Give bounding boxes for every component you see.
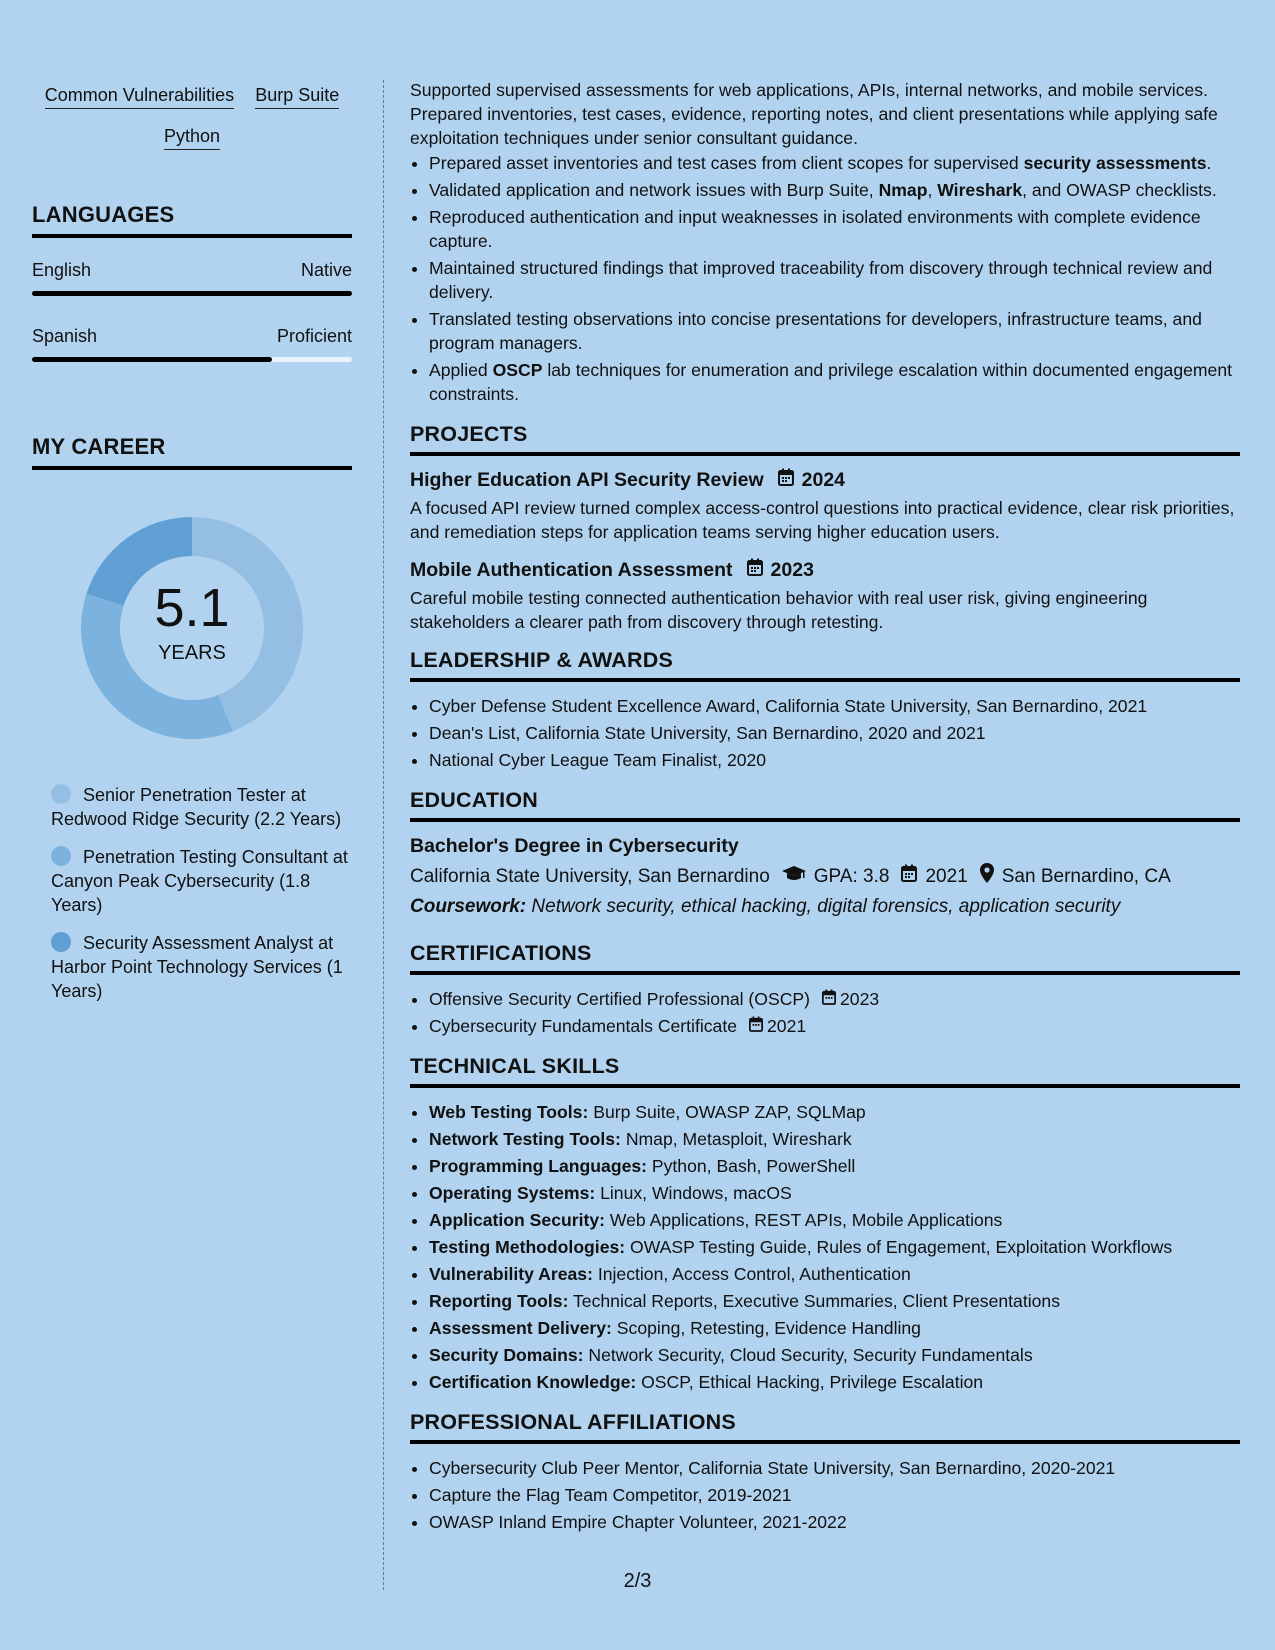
education-section [410,788,1240,919]
gpa: GPA: 3.8 [813,865,890,887]
skill-values: Injection, Access Control, Authentication [597,1264,911,1284]
skill-category: Assessment Delivery: [429,1318,612,1338]
certifications-section [410,941,1240,1038]
bullet-text: Translated testing observations into concise presentations for developers, infrastructure teams, and program managers. [429,309,1202,353]
certification-item [429,1014,1240,1038]
skill-values: Python, Bash, PowerShell [651,1156,856,1176]
bullet-emphasis: Wireshark [937,180,1023,200]
career-legend-label: Penetration Testing Consultant at Canyon Peak Cybersecurity (1.8 Years) [51,847,348,915]
project-description: Careful mobile testing connected authentication behavior with real user risk, giving engineering stakeholders a clearer path from discovery through retesting. [410,588,1148,632]
certification-name: Offensive Security Certified Professional (OSCP) [429,989,811,1009]
certification-item [429,987,1240,1011]
project-description: A focused API review turned complex access-control questions into practical evidence, clear risk priorities, and remediation steps for application teams serving higher education users. [410,498,1235,542]
experience-bullet [429,205,1240,253]
skill-chip: Burp Suite [255,84,339,109]
experience-bullet [429,307,1240,355]
left-column [32,78,352,1017]
project-title: Mobile Authentication Assessment [410,559,733,581]
skill-category: Web Testing Tools: [429,1102,589,1122]
skill-category: Security Domains: [429,1345,584,1365]
right-column [410,78,1240,1537]
skill-values: Linux, Windows, macOS [600,1183,792,1203]
skill-category: Reporting Tools: [429,1291,569,1311]
certifications-list [410,987,1240,1038]
project-title: Higher Education API Security Review [410,469,764,491]
leadership-item: • Cyber Defense Student Excellence Award, California State University, San Bernardino, 2021 [429,694,1240,718]
leadership-list [410,694,1240,772]
leadership-section [410,648,1240,772]
bullet-text: , [927,180,938,200]
experience-bullet [429,358,1240,406]
career-legend-item [51,845,352,917]
language-item [32,260,352,296]
career-legend-label: Senior Penetration Tester at Redwood Ridge Security (2.2 Years) [51,785,342,829]
projects-heading: PROJECTS [410,422,1240,456]
career-legend-item [51,783,352,831]
career-donut-chart [72,508,312,748]
bullet-text: . [1206,153,1212,173]
certification-name: Cybersecurity Fundamentals Certificate [429,1016,738,1036]
coursework-list: Network security, ethical hacking, digital forensics, application security [531,896,1121,917]
skill-category: Operating Systems: [429,1183,596,1203]
calendar-icon [901,864,917,889]
legend-dot [51,846,71,866]
languages-heading: LANGUAGES [32,202,352,238]
skill-chip: Python [164,125,220,150]
skill-item [429,1289,1240,1313]
skill-item [429,1370,1240,1394]
skill-item [429,1343,1240,1367]
experience-bullet [429,256,1240,304]
location-pin-icon [980,863,994,890]
skill-values: OSCP, Ethical Hacking, Privilege Escalation [641,1372,984,1392]
skills-list [410,1100,1240,1394]
language-item [32,326,352,362]
calendar-icon [778,468,794,492]
language-name: English [32,260,92,280]
leadership-item: • Dean's List, California State University, San Bernardino, 2020 and 2021 [429,721,1240,745]
bullet-text: , and OWASP checklists. [1022,180,1217,200]
experience-bullet [429,151,1240,175]
skill-category: Certification Knowledge: [429,1372,637,1392]
skill-item [429,1262,1240,1286]
education-heading: EDUCATION [410,788,1240,822]
skill-item [429,1127,1240,1151]
school-name: California State University, San Bernardino [410,865,770,887]
project-item [410,468,1240,544]
career-legend-item [51,931,352,1003]
career-heading: MY CAREER [32,434,352,470]
project-item [410,558,1240,634]
project-year: 2023 [770,559,814,581]
graduation-cap-icon [782,865,806,889]
legend-dot [51,932,71,952]
career-chart [32,508,352,753]
certification-year: 2021 [767,1016,807,1036]
leadership-heading: LEADERSHIP & AWARDS [410,648,1240,682]
skills-section [410,1054,1240,1394]
leadership-item: • National Cyber League Team Finalist, 2020 [429,748,1240,772]
skill-values: Technical Reports, Executive Summaries, Client Presentations [573,1291,1060,1311]
languages-section [32,202,352,362]
experience-bullets [410,151,1240,406]
skill-category: Application Security: [429,1210,605,1230]
skill-values: OWASP Testing Guide, Rules of Engagement, Exploitation Workflows [630,1237,1173,1257]
education-details [410,863,1240,890]
career-unit: YEARS [158,642,226,664]
language-bar-fill [32,291,352,296]
bullet-text: Applied [429,360,493,380]
language-level: Native [300,260,352,280]
language-bar [32,357,352,362]
affiliation-item: • Cybersecurity Club Peer Mentor, California State University, San Bernardino, 2020-2021 [429,1456,1240,1480]
bullet-text: Reproduced authentication and input weaknesses in isolated environments with complete evidence capture. [429,207,1201,251]
skill-item [429,1154,1240,1178]
skill-item [429,1100,1240,1124]
career-legend-label: Security Assessment Analyst at Harbor Point Technology Services (1 Years) [51,933,343,1001]
coursework [410,895,1240,919]
affiliation-item: • Capture the Flag Team Competitor, 2019-2021 [429,1483,1240,1507]
skill-item [429,1235,1240,1259]
skill-category: Vulnerability Areas: [429,1264,593,1284]
skill-values: Web Applications, REST APIs, Mobile Applications [609,1210,1003,1230]
career-legend [51,783,352,1003]
language-bar [32,291,352,296]
affiliations-list [410,1456,1240,1534]
certifications-heading: CERTIFICATIONS [410,941,1240,975]
bullet-emphasis: OSCP [492,360,543,380]
bullet-text: Maintained structured findings that improved traceability from discovery through technical review and delivery. [429,258,1213,302]
bullet-emphasis: Nmap [878,180,928,200]
bullet-text: lab techniques for enumeration and privilege escalation within documented engagement constraints. [429,360,1233,404]
skill-chip: Common Vulnerabilities [45,84,234,109]
language-bar-fill [32,357,272,362]
bullet-text: Validated application and network issues with Burp Suite, [429,180,879,200]
skill-values: Burp Suite, OWASP ZAP, SQLMap [593,1102,866,1122]
skill-chips [32,78,352,160]
calendar-icon [822,987,836,1011]
coursework-label: Coursework: [410,896,527,917]
column-divider [383,80,384,1590]
skill-item [429,1181,1240,1205]
experience-summary: Supported supervised assessments for web applications, APIs, internal networks, and mobile services. Prepared inventories, test cases, evidence, reporting notes, and client presentations while applying safe exploitation techniques under senior consultant guidance. [410,80,1218,148]
project-year: 2024 [801,469,846,491]
bullet-emphasis: security assessments [1023,153,1207,173]
affiliations-section [410,1410,1240,1534]
career-total: 5.1 [154,578,230,638]
experience-bullet [429,178,1240,202]
legend-dot [51,784,71,804]
education-location: San Bernardino, CA [1001,865,1171,887]
affiliation-item: • OWASP Inland Empire Chapter Volunteer, 2021-2022 [429,1510,1240,1534]
affiliations-heading: PROFESSIONAL AFFILIATIONS [410,1410,1240,1444]
skill-category: Testing Methodologies: [429,1237,626,1257]
skill-item [429,1208,1240,1232]
certification-year: 2023 [840,989,880,1009]
page-number: 2/3 [623,1570,652,1592]
calendar-icon [747,558,763,582]
language-name: Spanish [32,326,98,346]
degree-title: Bachelor's Degree in Cybersecurity [410,835,739,857]
skills-heading: TECHNICAL SKILLS [410,1054,1240,1088]
projects-section [410,422,1240,634]
graduation-year: 2021 [925,865,968,887]
skill-category: Programming Languages: [429,1156,647,1176]
skill-item [429,1316,1240,1340]
skill-values: Scoping, Retesting, Evidence Handling [616,1318,921,1338]
skill-values: Nmap, Metasploit, Wireshark [625,1129,852,1149]
skill-category: Network Testing Tools: [429,1129,621,1149]
language-level: Proficient [276,326,352,346]
skill-values: Network Security, Cloud Security, Security Fundamentals [588,1345,1033,1365]
calendar-icon [749,1014,763,1038]
career-section [32,434,352,1003]
bullet-text: Prepared asset inventories and test cases from client scopes for supervised [429,153,1024,173]
